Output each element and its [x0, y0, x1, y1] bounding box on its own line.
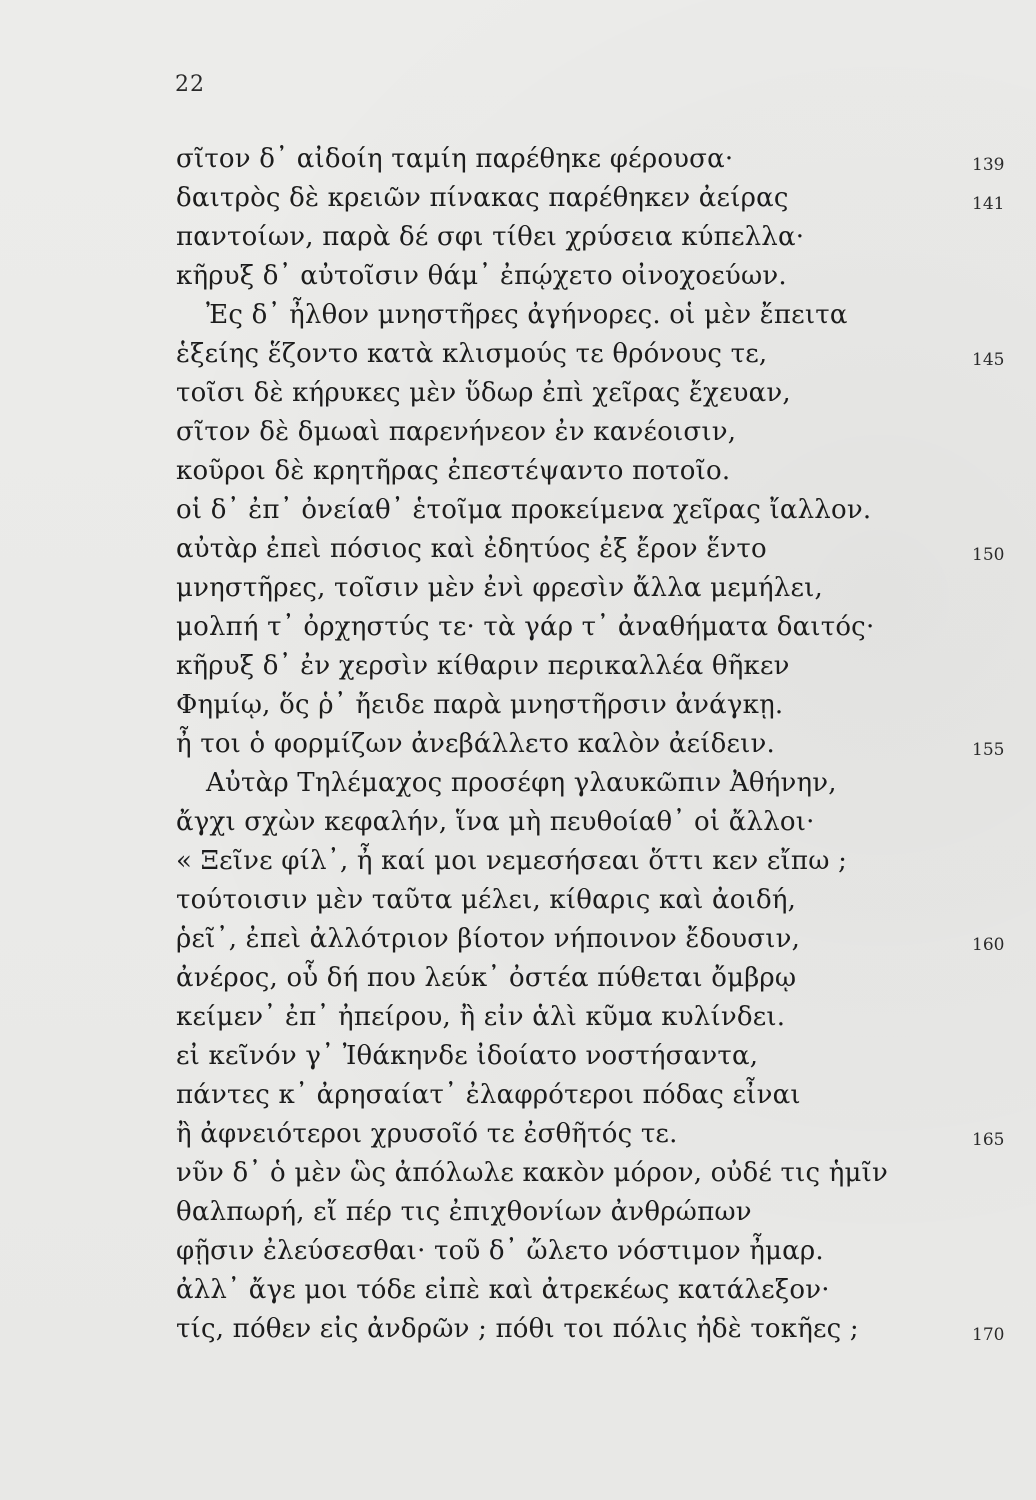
- line-number: 170: [972, 1325, 1005, 1345]
- page-number: 22: [175, 72, 205, 97]
- verse-line: [176, 1037, 1006, 1076]
- line-number: 141: [972, 194, 1005, 214]
- verse-text: τίς, πόθεν εἰς ἀνδρῶν ; πόθι τοι πόλις ἠδὲ τοκῆες ;: [176, 1314, 859, 1344]
- verse-text: νῦν δ᾽ ὁ μὲν ὣς ἀπόλωλε κακὸν μόρον, οὐδέ τις ἡμῖν: [176, 1158, 888, 1188]
- verse-line: [176, 647, 1006, 686]
- verse-text: οἱ δ᾽ ἐπ᾽ ὀνείαθ᾽ ἑτοῖμα προκείμενα χεῖρας ἴαλλον.: [176, 495, 872, 525]
- verse-line: [176, 803, 1006, 842]
- verse-text: « Ξεῖνε φίλ᾽, ἦ καί μοι νεμεσήσεαι ὅττι κεν εἴπω ;: [176, 846, 848, 876]
- verse-text: ἀνέρος, οὗ δή που λεύκ᾽ ὀστέα πύθεται ὄμβρῳ: [176, 963, 797, 993]
- verse-text: παντοίων, παρὰ δέ σφι τίθει χρύσεια κύπελλα·: [176, 222, 805, 252]
- verse-text: ἢ ἀφνειότεροι χρυσοῖό τε ἐσθῆτός τε.: [176, 1119, 678, 1149]
- verse-line: [176, 218, 1006, 257]
- verse-line: [176, 1115, 1006, 1154]
- verse-text: ἄγχι σχὼν κεφαλήν, ἵνα μὴ πευθοίαθ᾽ οἱ ἄλλοι·: [176, 807, 815, 837]
- line-number: 145: [972, 350, 1005, 370]
- verse-line: [176, 374, 1006, 413]
- verse-text: σῖτον δ᾽ αἰδοίη ταμίη παρέθηκε φέρουσα·: [176, 144, 734, 174]
- verse-text: Ἐς δ᾽ ἦλθον μνηστῆρες ἀγήνορες. οἱ μὲν ἔπειτα: [206, 300, 848, 330]
- verse-line: [176, 1232, 1006, 1271]
- verse-text: δαιτρὸς δὲ κρειῶν πίνακας παρέθηκεν ἀείρας: [176, 183, 789, 213]
- verse-text: Αὐτὰρ Τηλέμαχος προσέφη γλαυκῶπιν Ἀθήνην,: [206, 768, 837, 798]
- verse-text: κοῦροι δὲ κρητῆρας ἐπεστέψαντο ποτοῖο.: [176, 456, 731, 486]
- verse-line: [176, 413, 1006, 452]
- line-number: 139: [972, 155, 1005, 175]
- verse-text: ἑξείης ἕζοντο κατὰ κλισμούς τε θρόνους τε,: [176, 339, 768, 369]
- verse-line: [176, 140, 1006, 179]
- line-number: 160: [972, 935, 1005, 955]
- verse-text: αὐτὰρ ἐπεὶ πόσιος καὶ ἐδητύος ἐξ ἔρον ἕντο: [176, 534, 767, 564]
- verse-line: [176, 842, 1006, 881]
- verse-line: [176, 725, 1006, 764]
- verse-line: [176, 530, 1006, 569]
- verse-line: [176, 335, 1006, 374]
- verse-text: εἰ κεῖνόν γ᾽ Ἰθάκηνδε ἰδοίατο νοστήσαντα,: [176, 1041, 759, 1071]
- verse-text: ῥεῖ᾽, ἐπεὶ ἀλλότριον βίοτον νήποινον ἔδουσιν,: [176, 924, 801, 954]
- verse-text: μνηστῆρες, τοῖσιν μὲν ἐνὶ φρεσὶν ἄλλα μεμήλει,: [176, 573, 823, 603]
- verse-line: [176, 959, 1006, 998]
- verse-line: [176, 257, 1006, 296]
- verse-line: [176, 569, 1006, 608]
- line-number: 155: [972, 740, 1005, 760]
- verse-text: πάντες κ᾽ ἀρησαίατ᾽ ἐλαφρότεροι πόδας εἶναι: [176, 1080, 801, 1110]
- verse-text: ἀλλ᾽ ἄγε μοι τόδε εἰπὲ καὶ ἀτρεκέως κατάλεξον·: [176, 1275, 830, 1305]
- verse-line: [176, 1193, 1006, 1232]
- verse-line: [176, 1310, 1006, 1349]
- line-number: 165: [972, 1130, 1005, 1150]
- verse-text: τοῖσι δὲ κήρυκες μὲν ὕδωρ ἐπὶ χεῖρας ἔχευαν,: [176, 378, 791, 408]
- verse-text: κῆρυξ δ᾽ αὐτοῖσιν θάμ᾽ ἐπῴχετο οἰνοχοεύων.: [176, 261, 787, 291]
- verse-text: θαλπωρή, εἴ πέρ τις ἐπιχθονίων ἀνθρώπων: [176, 1197, 752, 1227]
- verse-line: [176, 1154, 1006, 1193]
- verse-text: κείμεν᾽ ἐπ᾽ ἠπείρου, ἢ εἰν ἁλὶ κῦμα κυλίνδει.: [176, 1002, 786, 1032]
- verse-line: [176, 296, 1006, 335]
- verse-text: Φημίῳ, ὅς ῥ᾽ ἤειδε παρὰ μνηστῆρσιν ἀνάγκῃ.: [176, 690, 784, 720]
- verse-line: [176, 1076, 1006, 1115]
- verse-line: [176, 1271, 1006, 1310]
- verse-line: [176, 998, 1006, 1037]
- verse-line: [176, 686, 1006, 725]
- verse-line: [176, 179, 1006, 218]
- verse-text: ἦ τοι ὁ φορμίζων ἀνεβάλλετο καλὸν ἀείδειν.: [176, 729, 776, 759]
- verse-line: [176, 452, 1006, 491]
- line-number: 150: [972, 545, 1005, 565]
- verse-text: σῖτον δὲ δμωαὶ παρενήνεον ἐν κανέοισιν,: [176, 417, 737, 447]
- verse-line: [176, 920, 1006, 959]
- verse-line: [176, 764, 1006, 803]
- verse-block: [176, 140, 1006, 1349]
- verse-text: τούτοισιν μὲν ταῦτα μέλει, κίθαρις καὶ ἀοιδή,: [176, 885, 797, 915]
- verse-text: μολπή τ᾽ ὀρχηστύς τε· τὰ γάρ τ᾽ ἀναθήματα δαιτός·: [176, 612, 875, 642]
- verse-text: κῆρυξ δ᾽ ἐν χερσὶν κίθαριν περικαλλέα θῆκεν: [176, 651, 790, 681]
- verse-text: φῇσιν ἐλεύσεσθαι· τοῦ δ᾽ ὤλετο νόστιμον ἦμαρ.: [176, 1236, 824, 1266]
- verse-line: [176, 491, 1006, 530]
- verse-line: [176, 881, 1006, 920]
- verse-line: [176, 608, 1006, 647]
